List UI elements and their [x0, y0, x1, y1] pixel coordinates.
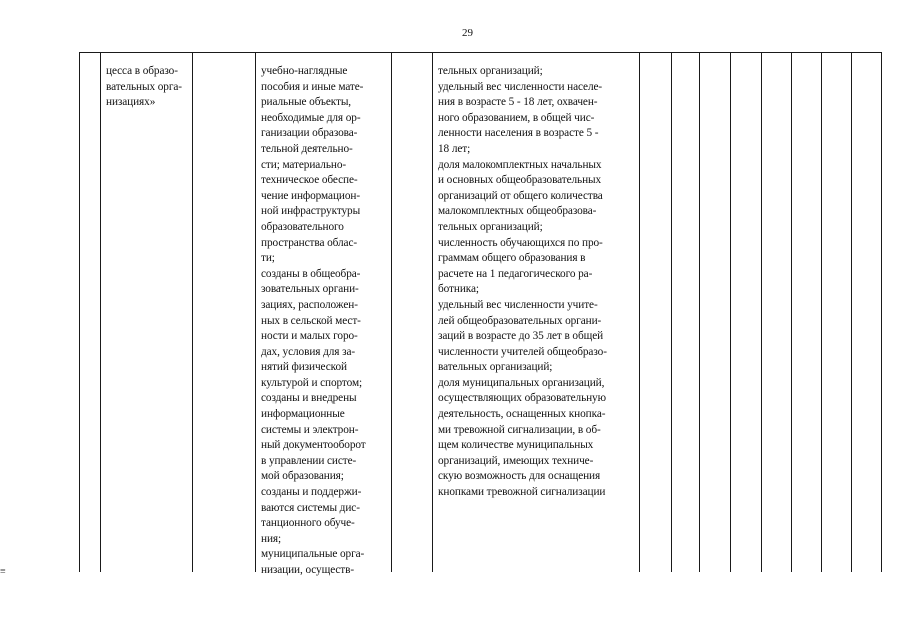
- margin-mark: ≡: [0, 566, 6, 577]
- column-divider: [821, 52, 822, 572]
- cell-expected-results: учебно-наглядные пособия и иные мате- риальные объекты, необходимые для ор- ганизации образова- тельной деятельно- сти; материально- техническое обеспе- чение информацион- ной инфраструктуры образовательного пространства облас- ти; созданы в общеобра- зовательных органи- зациях, расположен- ных в сельской мест- ности и малых горо- дах, условия для за- нятий физической культурой и спортом; созданы и внедрены информационные системы и электрон- ный документооборот в управлении систе- мой образования; созданы и поддержи- ваются системы дис- танционного обуче- ния; муниципальные орга- низации, осуществ-: [261, 65, 366, 576]
- column-divider: [730, 52, 731, 572]
- column-divider: [791, 52, 792, 572]
- column-divider: [761, 52, 762, 572]
- cell-program-part: цесса в образо- вательных орга- низациях»: [106, 65, 182, 109]
- column-divider: [192, 52, 193, 572]
- cell-indicators: тельных организаций; удельный вес численности населе- ния в возрасте 5 - 18 лет, охвачен- ного образованием, в общей чис- ленности населения в возрасте 5 - 18 лет; доля малокомплектных начальных и основных общеобразовательных организаций от общего количества малокомплектных общеобразова- тельных организаций; численность обучающихся по про- граммам общего образования в расчете на 1 педагогического ра- ботника; удельный вес численности учите- лей общеобразовательных органи- заций в возрасте до 35 лет в общей численности учителей общеобразо- вательных организаций; доля муниципальных организаций, осуществляющих образовательную деятельность, оснащенных кнопка- ми тревожной сигнализации, в об- щем количестве муниципальных организаций, имеющих техниче- скую возможность для оснащения кнопками тревожной сигнализации: [438, 65, 607, 499]
- column-divider: [255, 52, 256, 572]
- column-divider: [100, 52, 101, 572]
- column-divider: [699, 52, 700, 572]
- column-divider: [851, 52, 852, 572]
- column-divider: [432, 52, 433, 572]
- column-divider: [391, 52, 392, 572]
- column-divider: [671, 52, 672, 572]
- page-number: 29: [462, 27, 473, 39]
- program-table: [79, 52, 882, 576]
- column-divider: [881, 52, 882, 572]
- column-divider: [79, 52, 80, 572]
